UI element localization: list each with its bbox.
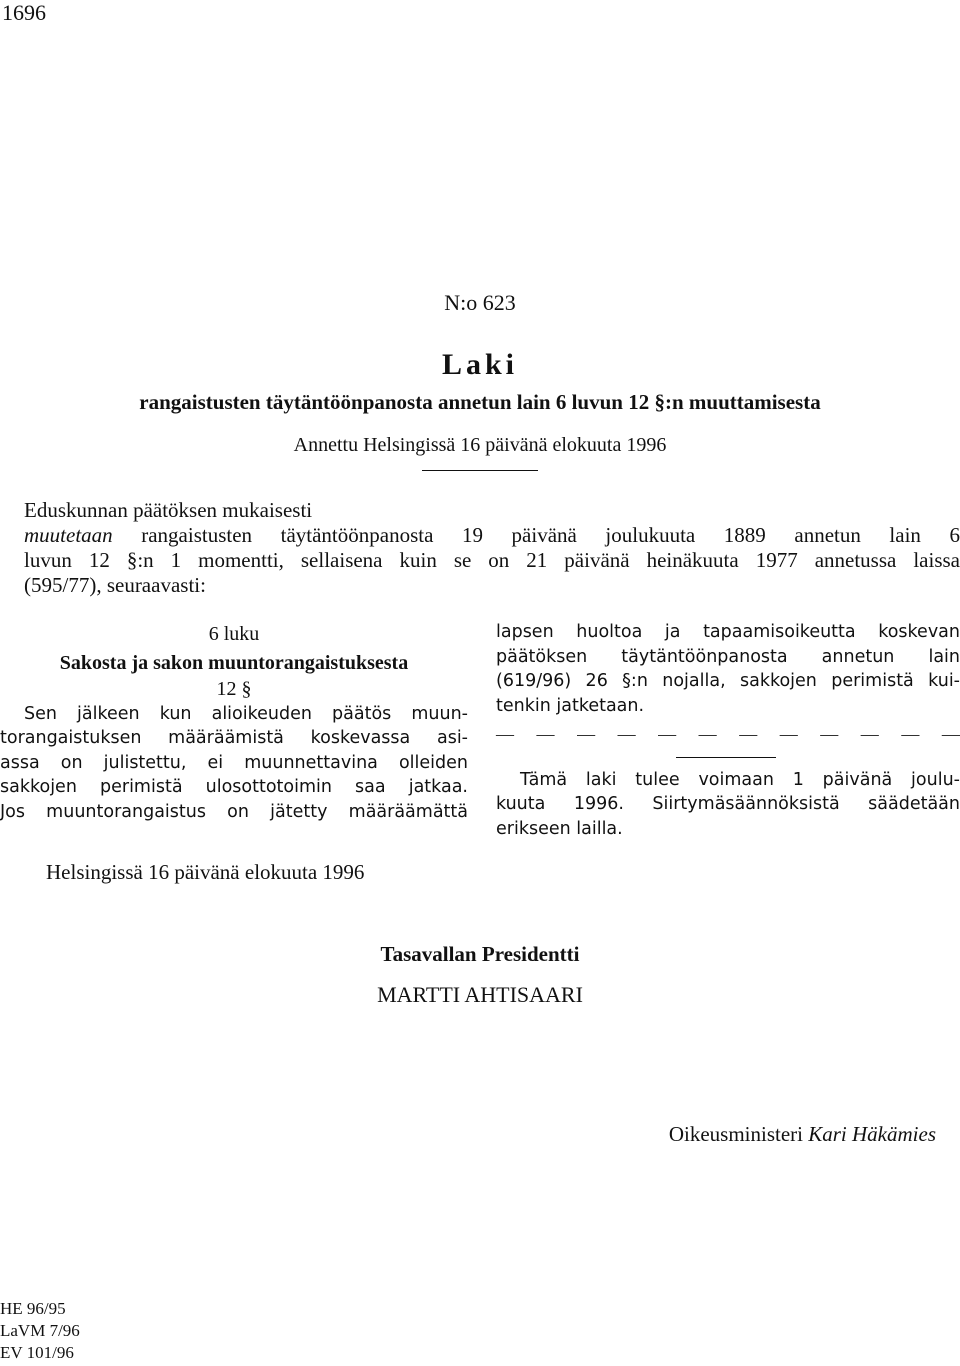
law-subtitle: rangaistusten täytäntöönpanosta annetun lain 6 luvun 12 §:n muuttamisesta xyxy=(139,390,821,414)
signing-place-date: Helsingissä 16 päivänä elokuuta 1996 xyxy=(46,860,365,884)
references xyxy=(0,1298,80,1364)
page-number: 1696 xyxy=(2,0,46,25)
reference-item: HE 96/95 xyxy=(0,1299,66,1318)
body-line: assa on julistettu, ei muunnettavina olleiden xyxy=(0,752,468,773)
section-divider xyxy=(676,757,776,758)
preamble-line: luvun 12 §:n 1 momentti, sellaisena kuin se on 21 päivänä heinäkuuta 1977 annetussa laissa xyxy=(24,548,960,572)
preamble-verb: muutetaan xyxy=(24,523,113,547)
title-divider xyxy=(422,470,538,471)
body-line: lapsen huoltoa ja tapaamisoikeutta koskevan xyxy=(496,622,960,642)
chapter-title: Sakosta ja sakon muuntorangaistuksesta xyxy=(59,651,409,674)
body-line: päätöksen täytäntöönpanosta annetun lain xyxy=(496,646,960,667)
body-line: tenkin jatketaan. xyxy=(496,695,645,716)
dash: — xyxy=(779,724,798,744)
body-line: Jos muuntorangaistus on jätetty määräämättä xyxy=(0,801,468,822)
dash: — xyxy=(820,724,839,744)
left-column xyxy=(0,620,468,824)
minister-signature xyxy=(480,1122,936,1147)
minister-name: Kari Häkämies xyxy=(808,1122,936,1146)
section-number: 12 § xyxy=(216,678,252,700)
preamble-line: Eduskunnan päätöksen mukaisesti xyxy=(24,498,313,522)
preamble-text: rangaistusten täytäntöönpanosta 19 päivänä joulukuuta 1889 annetun lain 6 xyxy=(112,523,960,547)
preamble-line xyxy=(24,523,960,548)
omission-dashes xyxy=(496,722,960,747)
reference-item: LaVM 7/96 xyxy=(0,1321,80,1340)
body-line: erikseen lailla. xyxy=(496,818,623,839)
preamble-line: (595/77), seuraavasti: xyxy=(24,573,206,597)
chapter-number: 6 luku xyxy=(208,623,260,645)
body-line: sakkojen perimistä ulosottotoimin saa jatkaa. xyxy=(0,777,468,797)
dash: — xyxy=(941,724,960,744)
given-date: Annettu Helsingissä 16 päivänä elokuuta 1996 xyxy=(293,434,667,456)
dash: — xyxy=(496,724,514,744)
dash: — xyxy=(658,724,677,744)
body-line: (619/96) 26 §:n nojalla, sakkojen perimistä kui- xyxy=(496,671,960,691)
dash: — xyxy=(577,724,596,744)
statute-number: N:o 623 xyxy=(444,290,516,315)
dash: — xyxy=(901,724,920,744)
president-title: Tasavallan Presidentti xyxy=(380,942,580,966)
body-line: kuuta 1996. Siirtymäsäännöksistä säädetään xyxy=(496,794,960,814)
law-title: Laki xyxy=(441,348,519,381)
dash: — xyxy=(860,724,879,744)
body-line: Sen jälkeen kun alioikeuden päätös muun- xyxy=(24,703,468,724)
minister-title: Oikeusministeri xyxy=(668,1122,809,1146)
president-name: MARTTI AHTISAARI xyxy=(377,982,583,1007)
reference-item: EV 101/96 xyxy=(0,1343,74,1362)
right-column xyxy=(496,620,960,841)
dash: — xyxy=(739,724,758,744)
body-line: torangaistuksen määräämistä koskevassa asi- xyxy=(0,728,468,748)
dash: — xyxy=(698,724,717,744)
dash: — xyxy=(536,724,555,744)
body-line: Tämä laki tulee voimaan 1 päivänä joulu- xyxy=(520,769,960,790)
preamble xyxy=(24,498,960,598)
dash: — xyxy=(617,724,636,744)
